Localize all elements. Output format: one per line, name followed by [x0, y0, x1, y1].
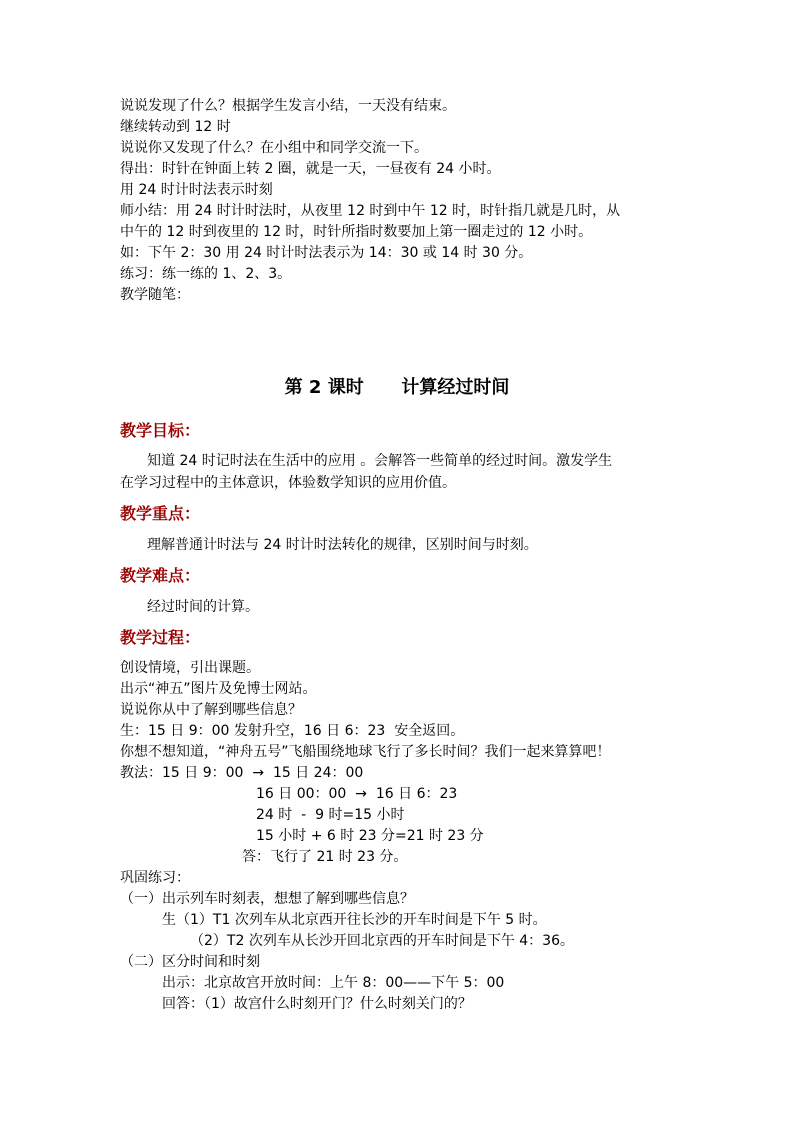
paragraph-line: 理解普通计时法与 24 时计时法转化的规律，区别时间与时刻。 [147, 537, 538, 553]
text-line: 说说你又发现了什么？在小组中和同学交流一下。 [120, 140, 428, 156]
text-line: 师小结：用 24 时计时法时，从夜里 12 时到中午 12 时，时针指几就是几时，从 [120, 203, 621, 219]
text-line: 你想不想知道，“神舟五号”飞船围绕地球飞行了多长时间？我们一起来算算吧！ [120, 744, 611, 760]
text-line: 教学随笔： [120, 287, 190, 303]
text-line: 用 24 时计时法表示时刻 [120, 182, 273, 198]
text-line: 说说你从中了解到哪些信息？ [120, 702, 302, 718]
text-line: （一）出示列车时刻表，想想了解到哪些信息？ [120, 891, 414, 907]
text-line: 说说发现了什么？根据学生发言小结，一天没有结束。 [120, 98, 456, 114]
lesson-title: 第 2 课时 计算经过时间 [284, 377, 510, 398]
text-line: 15 小时 + 6 时 23 分=21 时 23 分 [256, 828, 484, 844]
section-heading-difficulty: 教学难点： [120, 566, 201, 585]
paragraph-line: 知道 24 时记时法在生活中的应用 。会解答一些简单的经过时间。激发学生 [147, 453, 613, 469]
text-line: 继续转动到 12 时 [120, 119, 231, 135]
text-line: 巩固练习： [120, 870, 190, 886]
text-line: 出示“神五”图片及免博士网站。 [120, 681, 317, 697]
text-line: （2）T2 次列车从长沙开回北京西的开车时间是下午 4：36。 [190, 933, 574, 949]
text-line: 练习：练一练的 1、2、3。 [120, 266, 292, 282]
section-heading-process: 教学过程： [120, 628, 201, 647]
text-line: 24 时 - 9 时=15 小时 [256, 807, 405, 823]
section-heading-key-points: 教学重点： [120, 504, 201, 523]
section-heading-goals: 教学目标： [120, 421, 201, 440]
text-line: 答：飞行了 21 时 23 分。 [242, 849, 408, 865]
text-line: 出示：北京故宫开放时间：上午 8：00——下午 5：00 [162, 975, 505, 991]
paragraph-line: 在学习过程中的主体意识，体验数学知识的应用价值。 [120, 475, 456, 491]
text-line: 16 日 00：00 → 16 日 6：23 [256, 786, 458, 802]
text-line: 创设情境，引出课题。 [120, 660, 260, 676]
text-line: 回答：（1）故宫什么时刻开门？什么时刻关门的？ [162, 996, 472, 1012]
text-line: 中午的 12 时到夜里的 12 时，时针所指时数要加上第一圈走过的 12 小时。 [120, 224, 593, 240]
text-line: 如：下午 2：30 用 24 时计时法表示为 14：30 或 14 时 30 分。 [120, 245, 533, 261]
text-line: （二）区分时间和时刻 [120, 954, 260, 970]
text-line: 生（1）T1 次列车从北京西开往长沙的开车时间是下午 5 时。 [162, 912, 547, 928]
text-line: 得出：时针在钟面上转 2 圈，就是一天，一昼夜有 24 小时。 [120, 161, 501, 177]
text-line: 生：15 日 9：00 发射升空，16 日 6：23 安全返回。 [120, 723, 465, 739]
paragraph-line: 经过时间的计算。 [147, 599, 259, 615]
text-line: 教法：15 日 9：00 → 15 日 24：00 [120, 765, 364, 781]
